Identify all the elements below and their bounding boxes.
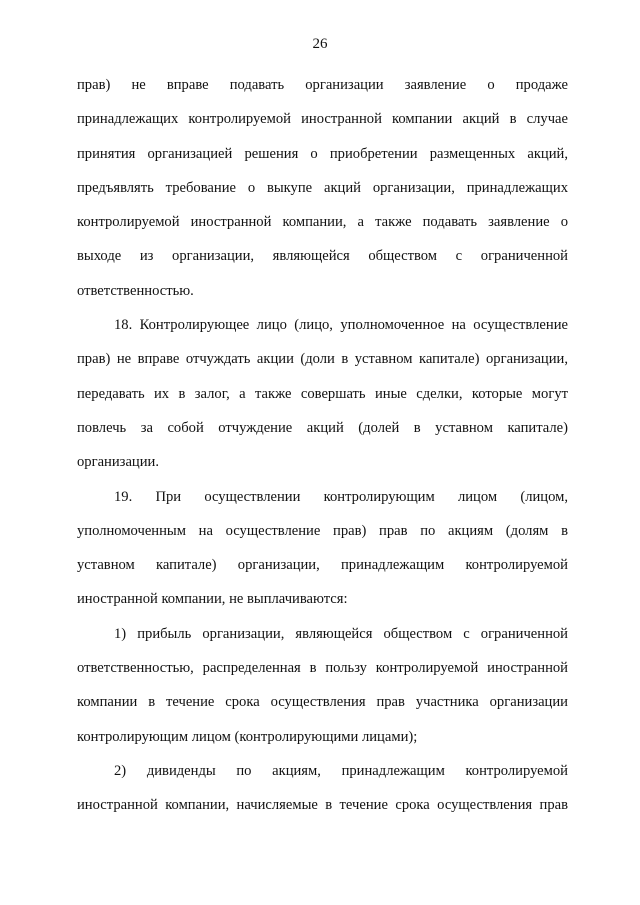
text-line: иностранной компании, начисляемые в течение срока осуществления прав xyxy=(77,797,568,814)
text-line: контролируемой иностранной компании, а также подавать заявление о xyxy=(77,214,568,231)
text-line: иностранной компании, не выплачиваются: xyxy=(77,591,348,608)
text-line: организации. xyxy=(77,454,159,471)
text-line: принадлежащих контролируемой иностранной компании акций в случае xyxy=(77,111,568,128)
list-item-1-first-line: 1) прибыль организации, являющейся обществом с ограниченной xyxy=(114,625,568,642)
text-line: ответственностью, распределенная в пользу контролируемой иностранной xyxy=(77,660,568,677)
text-line: уставном капитале) организации, принадлежащим контролируемой xyxy=(77,557,568,574)
list-item-2-first-line: 2) дивиденды по акциям, принадлежащим контролируемой xyxy=(114,762,568,779)
text-line: контролирующим лицом (контролирующими лицами); xyxy=(77,728,418,745)
text-line: повлечь за собой отчуждение акций (долей в уставном капитале) xyxy=(77,419,568,436)
text-line: ответственностью. xyxy=(77,282,194,299)
paragraph-18-first-line: 18. Контролирующее лицо (лицо, уполномоченное на осуществление xyxy=(114,317,568,334)
document-body xyxy=(77,68,568,823)
text-line: прав) не вправе отчуждать акции (доли в уставном капитале) организации, xyxy=(77,351,568,368)
text-line: передавать их в залог, а также совершать иные сделки, которые могут xyxy=(77,385,568,402)
text-line: выходе из организации, являющейся обществом с ограниченной xyxy=(77,248,568,265)
text-line: принятия организацией решения о приобретении размещенных акций, xyxy=(77,145,568,162)
page-number: 26 xyxy=(312,36,328,52)
text-line: прав) не вправе подавать организации заявление о продаже xyxy=(77,77,568,93)
text-line: уполномоченным на осуществление прав) прав по акциям (долям в xyxy=(77,522,568,539)
paragraph-19-first-line: 19. При осуществлении контролирующим лицом (лицом, xyxy=(114,488,568,505)
text-line: предъявлять требование о выкупе акций организации, принадлежащих xyxy=(77,179,568,196)
text-line: компании в течение срока осуществления прав участника организации xyxy=(77,694,568,711)
